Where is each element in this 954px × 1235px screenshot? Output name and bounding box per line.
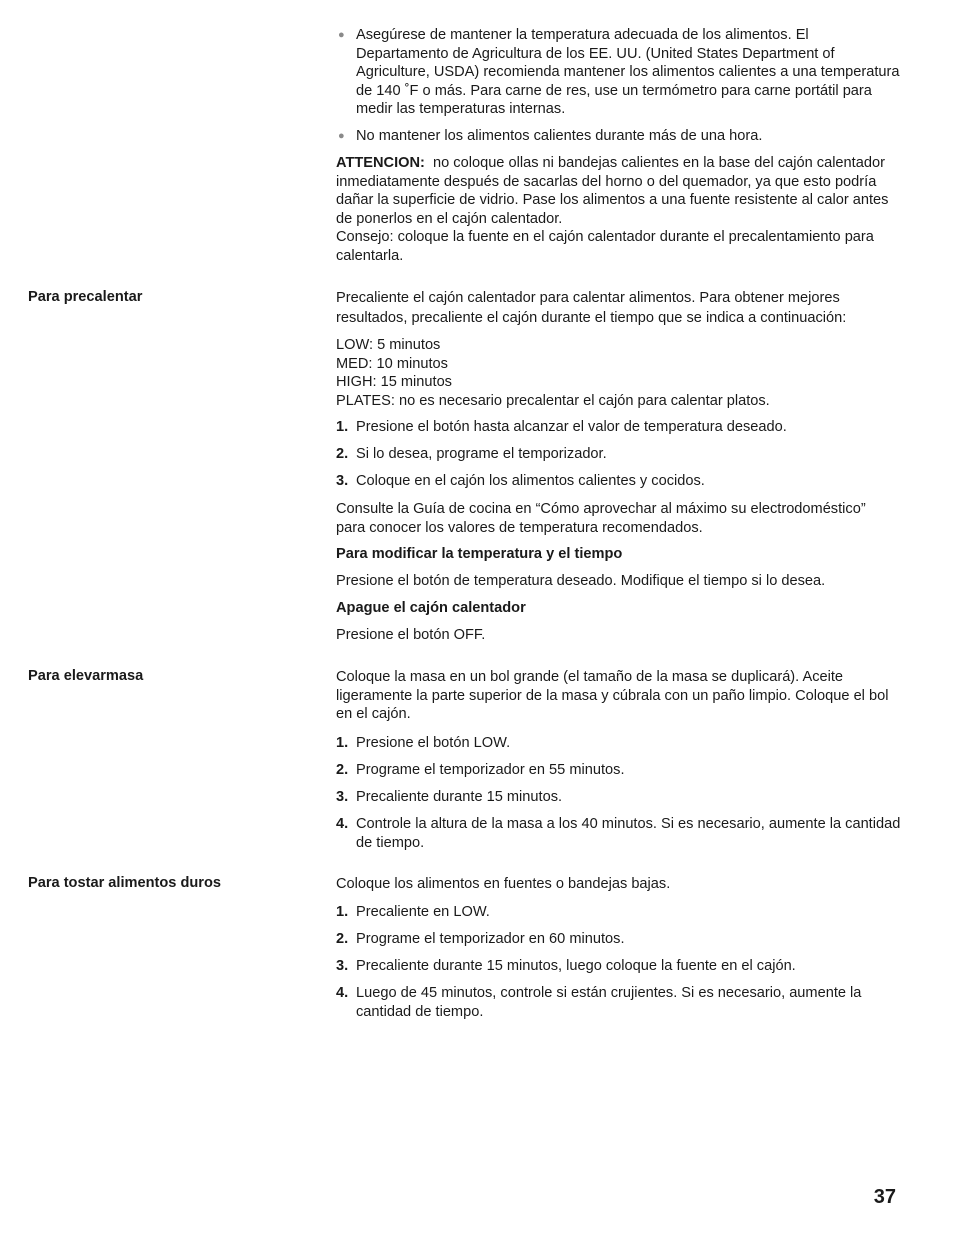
section-heading-preheat: Para precalentar xyxy=(28,289,143,305)
bullet-icon: ● xyxy=(338,29,345,41)
bullet-text: Asegúrese de mantener la temperatura adecuada de los alimentos. El Departamento de Agricultura de los EE. UU. (United States Department of Agriculture, USDA) recomienda mantener los alimentos calientes a una temperatura de 140 ˚F o más. Para carne de res, use un termómetro para carne portátil para medir las temperaturas internas. xyxy=(356,27,900,118)
attention-note xyxy=(336,154,896,266)
dough-intro: Coloque la masa en un bol grande (el tamaño de la masa se duplicará). Aceite ligeramente la parte superior de la masa y cúbrala con un paño limpio. Coloque el bol en el cajón. xyxy=(336,669,889,723)
crisp-intro: Coloque los alimentos en fuentes o bandejas bajas. xyxy=(336,876,671,892)
setting-med: MED: 10 minutos xyxy=(336,355,448,372)
bullet-icon: ● xyxy=(338,130,345,142)
off-text: Presione el botón OFF. xyxy=(336,627,486,643)
setting-low: LOW: 5 minutos xyxy=(336,337,441,353)
page-number: 37 xyxy=(873,1186,896,1208)
setting-high: HIGH: 15 minutos xyxy=(336,374,452,391)
section-heading-dough: Para elevarmasa xyxy=(28,668,144,684)
section-heading-crisp: Para tostar alimentos duros xyxy=(28,875,222,891)
preheat-settings xyxy=(336,336,896,410)
attention-text: no coloque ollas ni bandejas calientes en la base del cajón calentador inmediatamente después de sacarlas del horno o del quemador, ya que esto podría dañar la superficie de vidrio. Pase los alimentos a una fuente resistente al calor antes de ponerlos en el cajón calentador. xyxy=(336,155,889,227)
modify-text: Presione el botón de temperatura deseado. Modifique el tiempo si lo desea. xyxy=(336,573,826,589)
bullet-text: No mantener los alimentos calientes durante más de una hora. xyxy=(356,128,763,144)
reference-text: Consulte la Guía de cocina en “Cómo aprovechar al máximo su electrodoméstico” para conocer los valores de temperatura recomendados. xyxy=(336,501,866,536)
tip-text: Consejo: coloque la fuente en el cajón calentador durante el precalentamiento para calentarla. xyxy=(336,229,874,264)
setting-plates: PLATES: no es necesario precalentar el cajón para calentar platos. xyxy=(336,392,770,409)
preheat-intro: Precaliente el cajón calentador para calentar alimentos. Para obtener mejores resultados, precaliente el cajón durante el tiempo que se indica a continuación: xyxy=(336,290,847,326)
subheading-modify: Para modificar la temperatura y el tiempo xyxy=(336,546,623,562)
subheading-off: Apague el cajón calentador xyxy=(336,600,526,616)
attention-label: ATTENCION: xyxy=(336,155,425,171)
